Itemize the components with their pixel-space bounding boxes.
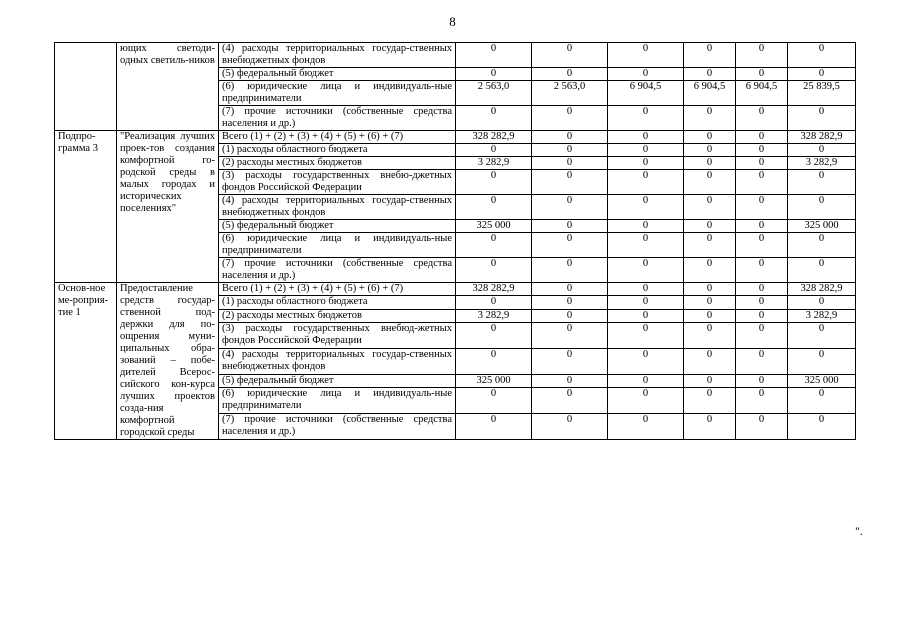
funding-source-cell: (1) расходы областного бюджета: [219, 296, 456, 309]
amount-cell: 0: [736, 309, 788, 322]
funding-source-cell: (5) федеральный бюджет: [219, 68, 456, 81]
page-number: 8: [449, 14, 456, 29]
amount-cell: 0: [684, 283, 736, 296]
amount-cell: 0: [736, 220, 788, 233]
amount-cell: 0: [788, 349, 856, 375]
amount-cell: 0: [736, 388, 788, 414]
amount-cell: 0: [736, 106, 788, 131]
amount-cell: 0: [456, 258, 532, 283]
amount-cell: 0: [608, 68, 684, 81]
table-row: [55, 43, 856, 68]
amount-cell: 0: [736, 233, 788, 258]
amount-cell: 0: [788, 388, 856, 414]
amount-cell: 0: [684, 388, 736, 414]
amount-cell: 0: [684, 374, 736, 387]
amount-cell: 0: [684, 258, 736, 283]
amount-cell: 0: [608, 144, 684, 157]
amount-cell: 0: [608, 296, 684, 309]
amount-cell: 0: [532, 388, 608, 414]
amount-cell: 0: [532, 157, 608, 170]
amount-cell: 0: [456, 144, 532, 157]
amount-cell: 0: [532, 323, 608, 349]
amount-cell: 0: [788, 258, 856, 283]
amount-cell: 0: [532, 258, 608, 283]
amount-cell: 0: [684, 349, 736, 375]
amount-cell: 0: [532, 144, 608, 157]
amount-cell: 0: [788, 323, 856, 349]
amount-cell: 0: [608, 106, 684, 131]
funding-source-cell: (6) юридические лица и индивидуаль-ные предприниматели: [219, 388, 456, 414]
amount-cell: 0: [608, 131, 684, 144]
amount-cell: 0: [736, 170, 788, 195]
amount-cell: 0: [788, 195, 856, 220]
amount-cell: 0: [532, 233, 608, 258]
amount-cell: 6 904,5: [608, 81, 684, 106]
funding-source-cell: (6) юридические лица и индивидуаль-ные предприниматели: [219, 233, 456, 258]
funding-source-cell: (7) прочие источники (собственные средства населения и др.): [219, 258, 456, 283]
amount-cell: 0: [608, 258, 684, 283]
amount-cell: 0: [608, 233, 684, 258]
amount-cell: 325 000: [788, 374, 856, 387]
budget-table: [54, 42, 856, 440]
funding-source-cell: (3) расходы государственных внебюд-жетных фондов Российской Федерации: [219, 323, 456, 349]
amount-cell: 0: [684, 195, 736, 220]
amount-cell: 2 563,0: [532, 81, 608, 106]
amount-cell: 0: [608, 374, 684, 387]
program-name-cell: "Реализация лучших проек-тов создания комфортной го-родской среды в малых городах и исторических поселениях": [117, 131, 219, 283]
funding-source-cell: (7) прочие источники (собственные средства населения и др.): [219, 106, 456, 131]
amount-cell: 325 000: [788, 220, 856, 233]
amount-cell: 0: [736, 414, 788, 440]
amount-cell: 0: [684, 170, 736, 195]
amount-cell: 0: [608, 309, 684, 322]
amount-cell: 0: [608, 388, 684, 414]
amount-cell: 0: [456, 349, 532, 375]
amount-cell: 0: [532, 220, 608, 233]
amount-cell: 0: [608, 220, 684, 233]
amount-cell: 6 904,5: [736, 81, 788, 106]
amount-cell: 0: [684, 323, 736, 349]
amount-cell: 0: [684, 296, 736, 309]
amount-cell: 0: [788, 233, 856, 258]
amount-cell: 328 282,9: [456, 131, 532, 144]
amount-cell: 0: [608, 323, 684, 349]
amount-cell: 0: [456, 170, 532, 195]
amount-cell: 0: [532, 309, 608, 322]
amount-cell: 0: [736, 195, 788, 220]
amount-cell: 0: [684, 414, 736, 440]
amount-cell: 0: [608, 414, 684, 440]
amount-cell: 0: [788, 144, 856, 157]
amount-cell: 0: [788, 106, 856, 131]
amount-cell: 0: [736, 258, 788, 283]
table-row: [55, 131, 856, 144]
funding-source-cell: (3) расходы государственных внебю-джетных фондов Российской Федерации: [219, 170, 456, 195]
amount-cell: 0: [532, 106, 608, 131]
amount-cell: 0: [608, 43, 684, 68]
amount-cell: 0: [684, 233, 736, 258]
amount-cell: 0: [608, 157, 684, 170]
amount-cell: 0: [684, 106, 736, 131]
amount-cell: 0: [456, 106, 532, 131]
funding-source-cell: Всего (1) + (2) + (3) + (4) + (5) + (6) + (7): [219, 131, 456, 144]
amount-cell: 328 282,9: [456, 283, 532, 296]
amount-cell: 0: [456, 388, 532, 414]
amount-cell: 2 563,0: [456, 81, 532, 106]
funding-source-cell: (5) федеральный бюджет: [219, 374, 456, 387]
program-label-cell: Подпро-грамма 3: [55, 131, 117, 283]
amount-cell: 0: [736, 323, 788, 349]
amount-cell: 0: [736, 374, 788, 387]
amount-cell: 0: [456, 68, 532, 81]
program-name-cell: ющих светоди-одных светиль-ников: [117, 43, 219, 131]
amount-cell: 325 000: [456, 220, 532, 233]
amount-cell: 0: [532, 131, 608, 144]
funding-source-cell: (4) расходы территориальных государ-ственных внебюджетных фондов: [219, 43, 456, 68]
funding-source-cell: (5) федеральный бюджет: [219, 220, 456, 233]
amount-cell: 0: [532, 68, 608, 81]
amount-cell: 0: [456, 195, 532, 220]
funding-source-cell: Всего (1) + (2) + (3) + (4) + (5) + (6) + (7): [219, 283, 456, 296]
amount-cell: 0: [532, 195, 608, 220]
amount-cell: 328 282,9: [788, 131, 856, 144]
amount-cell: 0: [684, 43, 736, 68]
amount-cell: 0: [788, 68, 856, 81]
amount-cell: 0: [608, 283, 684, 296]
amount-cell: 0: [684, 157, 736, 170]
amount-cell: 3 282,9: [788, 157, 856, 170]
funding-source-cell: (4) расходы территориальных государ-ственных внебюджетных фондов: [219, 195, 456, 220]
amount-cell: 0: [684, 309, 736, 322]
amount-cell: 0: [736, 144, 788, 157]
amount-cell: 6 904,5: [684, 81, 736, 106]
amount-cell: 0: [532, 374, 608, 387]
amount-cell: 0: [608, 170, 684, 195]
amount-cell: 3 282,9: [456, 309, 532, 322]
amount-cell: 0: [736, 157, 788, 170]
amount-cell: 328 282,9: [788, 283, 856, 296]
funding-source-cell: (7) прочие источники (собственные средства населения и др.): [219, 414, 456, 440]
amount-cell: 0: [684, 144, 736, 157]
amount-cell: 0: [532, 283, 608, 296]
amount-cell: 0: [532, 349, 608, 375]
program-label-cell: Основ-ное ме-роприя-тие 1: [55, 283, 117, 440]
amount-cell: 0: [788, 296, 856, 309]
amount-cell: 0: [736, 349, 788, 375]
amount-cell: 0: [684, 68, 736, 81]
amount-cell: 0: [608, 349, 684, 375]
amount-cell: 0: [532, 296, 608, 309]
amount-cell: 0: [456, 296, 532, 309]
amount-cell: 0: [456, 43, 532, 68]
amount-cell: 0: [736, 296, 788, 309]
amount-cell: 0: [532, 170, 608, 195]
amount-cell: 3 282,9: [456, 157, 532, 170]
program-name-cell: Предоставление средств государ-ственной под-держки для по-ощрения муни-ципальных обра-зований – побе-дителей Всерос-сийского кон-курса лучших проектов созда-ния комфортной городской среды: [117, 283, 219, 440]
amount-cell: 0: [532, 43, 608, 68]
table-row: [55, 283, 856, 296]
amount-cell: 0: [456, 323, 532, 349]
amount-cell: 325 000: [456, 374, 532, 387]
amount-cell: 0: [736, 283, 788, 296]
amount-cell: 0: [532, 414, 608, 440]
amount-cell: 0: [736, 43, 788, 68]
funding-source-cell: (2) расходы местных бюджетов: [219, 309, 456, 322]
amount-cell: 0: [684, 220, 736, 233]
amount-cell: 0: [684, 131, 736, 144]
amount-cell: 25 839,5: [788, 81, 856, 106]
amount-cell: 0: [788, 43, 856, 68]
closing-quote: ".: [855, 524, 863, 538]
funding-source-cell: (1) расходы областного бюджета: [219, 144, 456, 157]
amount-cell: 0: [608, 195, 684, 220]
funding-source-cell: (6) юридические лица и индивидуаль-ные предприниматели: [219, 81, 456, 106]
amount-cell: 0: [788, 414, 856, 440]
amount-cell: 3 282,9: [788, 309, 856, 322]
amount-cell: 0: [736, 131, 788, 144]
amount-cell: 0: [736, 68, 788, 81]
funding-source-cell: (2) расходы местных бюджетов: [219, 157, 456, 170]
program-label-cell: [55, 43, 117, 131]
amount-cell: 0: [456, 233, 532, 258]
amount-cell: 0: [456, 414, 532, 440]
funding-source-cell: (4) расходы территориальных государ-ственных внебюджетных фондов: [219, 349, 456, 375]
amount-cell: 0: [788, 170, 856, 195]
